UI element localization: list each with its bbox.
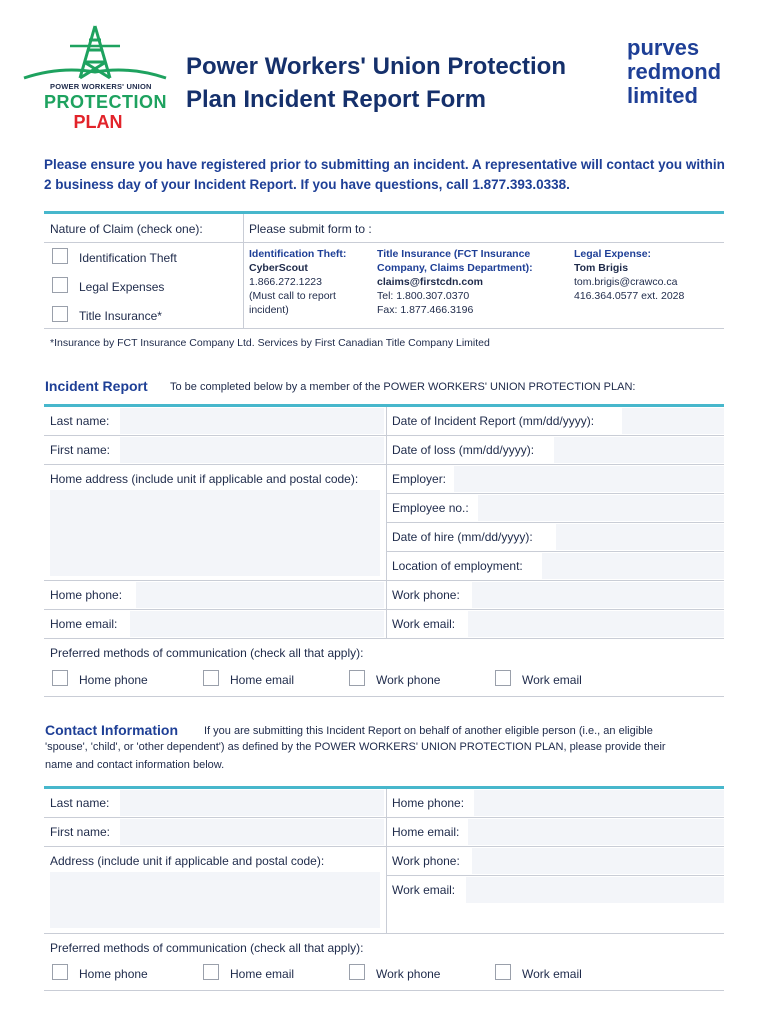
incident-row-rule-3 — [386, 493, 724, 494]
contact-bottom-rule — [44, 990, 724, 991]
contact-row-rule-1 — [44, 817, 724, 818]
contact-intro-line-1: If you are submitting this Incident Report on behalf of another eligible person (i.e., an eligible — [204, 725, 653, 737]
logo-right-line-3: limited — [627, 83, 698, 108]
incident-employee-no-input[interactable] — [478, 495, 724, 521]
purves-redmond-logo — [627, 36, 721, 108]
contact-work-email-label: Work email: — [392, 883, 456, 897]
incident-home-email-input[interactable] — [130, 611, 384, 637]
title-insurance-fax: Fax: 1.877.466.3196 — [377, 304, 474, 316]
legal-expense-email[interactable]: tom.brigis@crawco.ca — [574, 276, 678, 288]
legal-expense-contact — [574, 247, 724, 303]
incident-row-rule-8 — [44, 638, 724, 639]
incident-home-address-input[interactable] — [50, 490, 380, 576]
incident-home-phone-label: Home phone: — [50, 588, 123, 602]
incident-top-rule — [44, 404, 724, 407]
incident-report-heading: Incident Report — [45, 378, 148, 394]
title-insurance-checkbox[interactable] — [52, 306, 68, 322]
incident-work-phone-label: Work phone: — [392, 588, 460, 602]
incident-bottom-rule — [44, 696, 724, 697]
incident-employee-no-label: Employee no.: — [392, 501, 469, 515]
contact-info-heading: Contact Information — [45, 722, 178, 738]
incident-date-loss-label: Date of loss (mm/dd/yyyy): — [392, 443, 535, 457]
submit-form-label: Please submit form to : — [249, 222, 372, 236]
identity-theft-note-1: (Must call to report — [249, 290, 336, 302]
incident-date-report-input[interactable] — [622, 408, 724, 434]
nature-of-claim-label: Nature of Claim (check one): — [50, 222, 203, 236]
incident-row-rule-4 — [386, 522, 724, 523]
incident-home-address-label: Home address (include unit if applicable and postal code): — [50, 472, 359, 486]
title-insurance-contact — [377, 247, 567, 317]
claim-bottom-rule — [44, 328, 724, 329]
contact-row-rule-3 — [386, 875, 724, 876]
incident-work-phone-checkbox[interactable] — [349, 670, 365, 686]
contact-home-phone-checkbox[interactable] — [52, 964, 68, 980]
contact-work-email-checkbox[interactable] — [495, 964, 511, 980]
contact-work-phone-input[interactable] — [472, 848, 724, 874]
incident-home-phone-input[interactable] — [136, 582, 384, 608]
incident-date-report-label: Date of Incident Report (mm/dd/yyyy): — [392, 414, 595, 428]
incident-work-email-checkbox[interactable] — [495, 670, 511, 686]
incident-row-rule-1 — [44, 435, 724, 436]
incident-last-name-label: Last name: — [50, 414, 110, 428]
logo-org-text: POWER WORKERS' UNION — [50, 82, 152, 91]
contact-home-email-input[interactable] — [468, 819, 724, 845]
identity-theft-phone: 1.866.272.1223 — [249, 276, 322, 288]
contact-row-rule-4 — [44, 933, 724, 934]
identity-theft-heading: Identification Theft: — [249, 248, 347, 260]
contact-intro-line-2: 'spouse', 'child', or 'other dependent') as defined by the POWER WORKERS' UNION PROTECTION PLAN, please provide their — [45, 741, 666, 753]
incident-report-subtitle: To be completed below by a member of the POWER WORKERS' UNION PROTECTION PLAN: — [170, 381, 636, 393]
incident-column-divider — [386, 407, 387, 638]
identification-theft-checkbox[interactable] — [52, 248, 68, 264]
title-insurance-email[interactable]: claims@firstcdn.com — [377, 276, 483, 288]
contact-home-phone-label: Home phone: — [392, 796, 465, 810]
incident-home-email-option: Home email — [230, 673, 295, 687]
title-insurance-tel: Tel: 1.800.307.0370 — [377, 290, 470, 302]
legal-expense-name: Tom Brigis — [574, 262, 629, 274]
incident-preferred-label: Preferred methods of communication (check all that apply): — [50, 646, 364, 660]
logo-protection-text: PROTECTION — [44, 92, 168, 112]
contact-work-email-option: Work email — [522, 967, 582, 981]
incident-location-label: Location of employment: — [392, 559, 523, 573]
claim-top-rule — [44, 211, 724, 214]
contact-last-name-input[interactable] — [120, 790, 384, 816]
contact-row-rule-2 — [44, 846, 724, 847]
contact-last-name-label: Last name: — [50, 796, 110, 810]
incident-home-email-checkbox[interactable] — [203, 670, 219, 686]
title-insurance-heading-2: Company, Claims Department): — [377, 262, 533, 274]
legal-expense-phone: 416.364.0577 ext. 2028 — [574, 290, 685, 302]
incident-first-name-label: First name: — [50, 443, 111, 457]
incident-last-name-input[interactable] — [120, 408, 384, 434]
incident-work-phone-option: Work phone — [376, 673, 441, 687]
incident-row-rule-6 — [44, 580, 724, 581]
incident-first-name-input[interactable] — [120, 437, 384, 463]
page-title — [186, 50, 606, 116]
contact-home-phone-input[interactable] — [474, 790, 724, 816]
incident-row-rule-2 — [44, 464, 724, 465]
identity-theft-provider: CyberScout — [249, 262, 308, 274]
contact-home-phone-option: Home phone — [79, 967, 148, 981]
protection-plan-logo — [20, 22, 170, 132]
contact-column-divider — [386, 789, 387, 933]
logo-plan-text: PLAN — [73, 112, 123, 132]
incident-row-rule-5 — [386, 551, 724, 552]
contact-home-email-option: Home email — [230, 967, 295, 981]
contact-home-email-label: Home email: — [392, 825, 460, 839]
incident-location-input[interactable] — [542, 553, 724, 579]
incident-home-phone-option: Home phone — [79, 673, 148, 687]
intro-notice: Please ensure you have registered prior to submitting an incident. A representative will contact you within 2 business day of your Incident Report. If you have questions, call 1.877.393.0338. — [44, 157, 725, 192]
insurance-footnote: *Insurance by FCT Insurance Company Ltd. Services by First Canadian Title Company Limited — [50, 337, 490, 349]
contact-intro-line-3: name and contact information below. — [45, 759, 225, 771]
legal-expenses-label: Legal Expenses — [79, 280, 165, 294]
identity-theft-note-2: incident) — [249, 304, 289, 316]
contact-first-name-label: First name: — [50, 825, 111, 839]
incident-home-phone-checkbox[interactable] — [52, 670, 68, 686]
logo-right-line-1: purves — [627, 35, 700, 60]
claim-divider — [243, 214, 244, 328]
legal-expenses-checkbox[interactable] — [52, 277, 68, 293]
incident-work-email-input[interactable] — [468, 611, 724, 637]
contact-top-rule — [44, 786, 724, 789]
contact-address-label: Address (include unit if applicable and postal code): — [50, 854, 325, 868]
contact-first-name-input[interactable] — [120, 819, 384, 845]
incident-date-hire-input[interactable] — [556, 524, 724, 550]
incident-work-email-option: Work email — [522, 673, 582, 687]
title-line-2: Plan Incident Report Form — [186, 86, 487, 113]
title-line-1: Power Workers' Union Protection — [186, 53, 566, 80]
title-insurance-label: Title Insurance* — [79, 309, 162, 323]
title-insurance-heading-1: Title Insurance (FCT Insurance — [377, 248, 531, 260]
incident-employer-input[interactable] — [454, 466, 724, 492]
incident-work-email-label: Work email: — [392, 617, 456, 631]
contact-preferred-label: Preferred methods of communication (check all that apply): — [50, 941, 364, 955]
logo-right-line-2: redmond — [627, 59, 722, 84]
legal-expense-heading: Legal Expense: — [574, 248, 652, 260]
identity-theft-contact — [249, 247, 369, 317]
incident-date-loss-input[interactable] — [554, 437, 724, 463]
contact-work-email-input[interactable] — [466, 877, 724, 903]
incident-home-email-label: Home email: — [50, 617, 118, 631]
contact-work-phone-option: Work phone — [376, 967, 441, 981]
incident-row-rule-7 — [44, 609, 724, 610]
identification-theft-label: Identification Theft — [79, 251, 177, 265]
incident-employer-label: Employer: — [392, 472, 447, 486]
contact-home-email-checkbox[interactable] — [203, 964, 219, 980]
incident-date-hire-label: Date of hire (mm/dd/yyyy): — [392, 530, 533, 544]
contact-address-input[interactable] — [50, 872, 380, 928]
claim-header-rule — [44, 242, 724, 243]
incident-work-phone-input[interactable] — [472, 582, 724, 608]
contact-work-phone-checkbox[interactable] — [349, 964, 365, 980]
contact-work-phone-label: Work phone: — [392, 854, 460, 868]
